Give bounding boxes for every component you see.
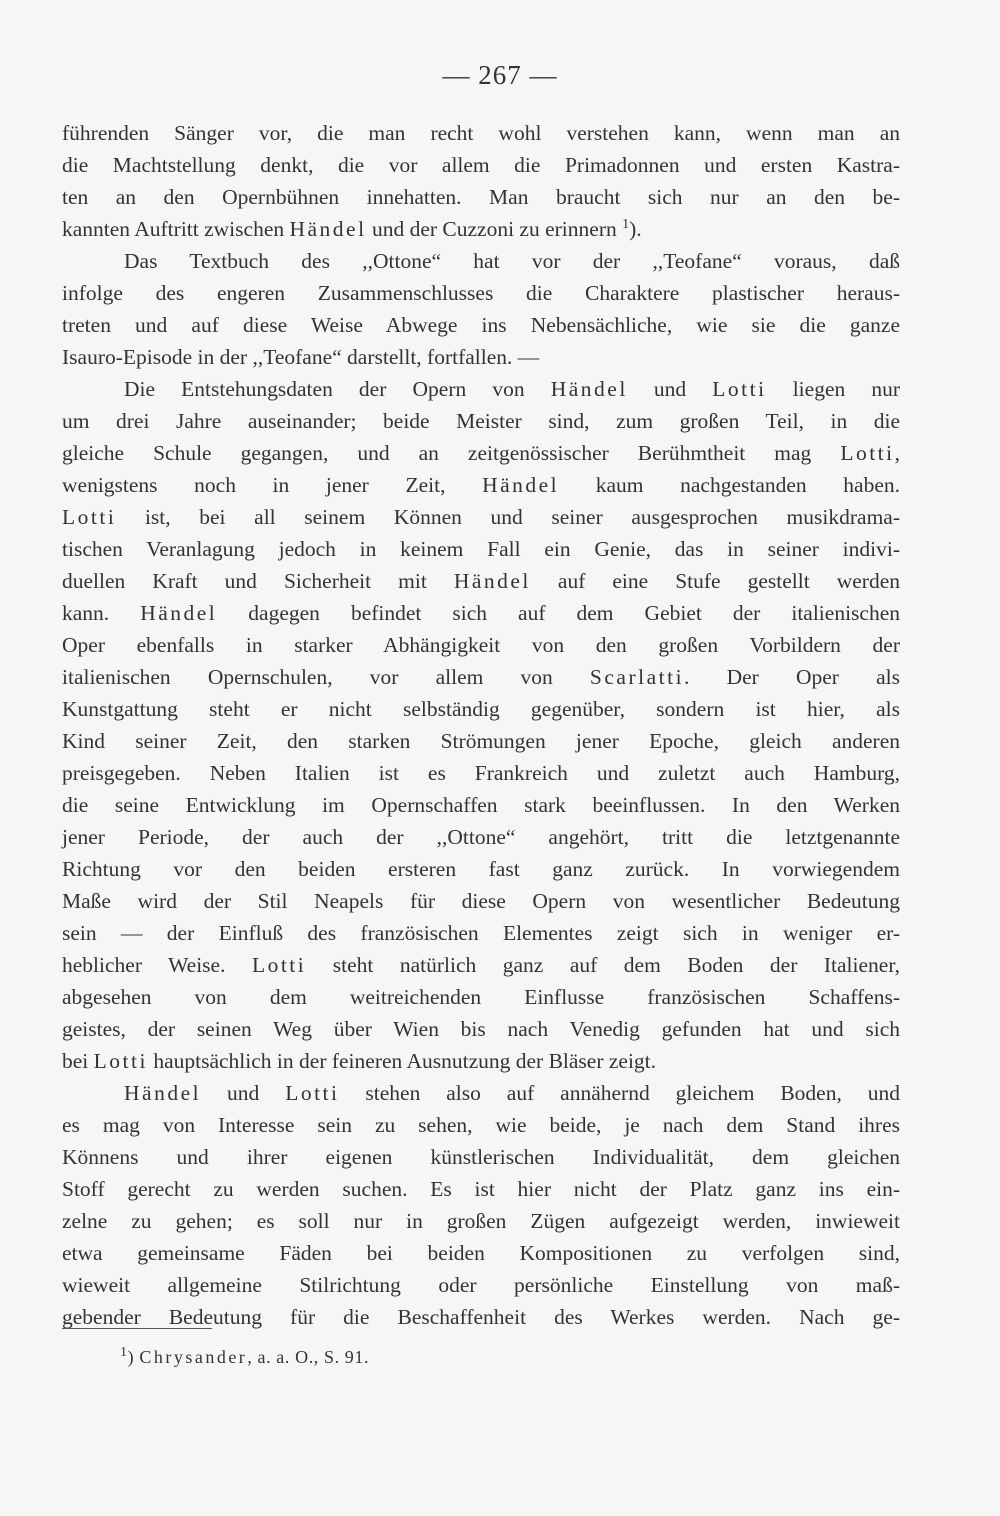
spaced-name: Lotti <box>93 1049 148 1073</box>
text-line <box>62 437 900 469</box>
text-line <box>62 501 900 533</box>
text-line <box>62 277 900 309</box>
text-segment: die seine Entwicklung im Opernschaffen stark beeinflussen. In den Werken <box>62 793 900 817</box>
text-segment: ist, bei all seinem Können und seiner ausgesprochen musikdrama- <box>116 505 900 529</box>
text-segment: ten an den Opernbühnen innehatten. Man braucht sich nur an den be- <box>62 185 900 209</box>
text-line <box>62 853 900 885</box>
text-segment: etwa gemeinsame Fäden bei beiden Kompositionen zu verfolgen sind, <box>62 1241 900 1265</box>
text-segment: die Machtstellung denkt, die vor allem die Primadonnen und ersten Kastra- <box>62 153 900 177</box>
spaced-name: Lotti <box>840 441 895 465</box>
text-segment: . Der Oper als <box>684 665 900 689</box>
footnote <box>120 1345 369 1369</box>
footnote-citation: , a. a. O., S. 91. <box>247 1347 370 1367</box>
text-line <box>62 245 900 277</box>
body-text <box>62 117 900 1333</box>
text-segment: und der Cuzzoni zu erinnern <box>366 217 623 241</box>
text-segment: jener Periode, der auch der ,,Ottone“ angehört, tritt die letztgenannte <box>62 825 900 849</box>
footnote-separator <box>62 1328 212 1329</box>
text-segment: Die Entstehungsdaten der Opern von <box>124 377 551 401</box>
text-segment: auf eine Stufe gestellt werden <box>530 569 900 593</box>
text-line <box>62 405 900 437</box>
text-segment: geistes, der seinen Weg über Wien bis nach Venedig gefunden hat und sich <box>62 1017 900 1041</box>
text-segment: preisgegeben. Neben Italien ist es Frankreich und zuletzt auch Hamburg, <box>62 761 900 785</box>
text-segment: ). <box>629 217 642 241</box>
text-segment: Könnens und ihrer eigenen künstlerischen Individualität, dem gleichen <box>62 1145 900 1169</box>
text-segment: kann. <box>62 601 141 625</box>
text-line <box>62 117 900 149</box>
text-segment: , <box>894 441 900 465</box>
text-segment: Isauro-Episode in der ,,Teofane“ darstellt, fortfallen. — <box>62 345 540 369</box>
text-segment: stehen also auf annähernd gleichem Boden, und <box>339 1081 901 1105</box>
text-line <box>62 1205 900 1237</box>
text-segment: infolge des engeren Zusammenschlusses die Charaktere plastischer heraus- <box>62 281 900 305</box>
text-line <box>62 1013 900 1045</box>
text-segment: bei <box>62 1049 94 1073</box>
text-line <box>62 341 900 373</box>
text-segment: Stoff gerecht zu werden suchen. Es ist hier nicht der Platz ganz ins ein- <box>62 1177 900 1201</box>
text-segment: abgesehen von dem weitreichenden Einflusse französischen Schaffens- <box>62 985 900 1009</box>
page-number: — 267 — <box>442 60 558 90</box>
text-segment: Kind seiner Zeit, den starken Strömungen jener Epoche, gleich anderen <box>62 729 900 753</box>
text-segment: Das Textbuch des ,,Ottone“ hat vor der ,,Teofane“ voraus, daß <box>124 249 900 273</box>
text-segment: tischen Veranlagung jedoch in keinem Fall ein Genie, das in seiner indivi- <box>62 537 900 561</box>
text-line <box>62 661 900 693</box>
text-segment: italienischen Opernschulen, vor allem von <box>62 665 590 689</box>
text-segment: treten und auf diese Weise Abwege ins Nebensächliche, wie sie die ganze <box>62 313 900 337</box>
text-segment: Kunstgattung steht er nicht selbständig gegenüber, sondern ist hier, als <box>62 697 900 721</box>
text-segment: Oper ebenfalls in starker Abhängigkeit von den großen Vorbildern der <box>62 633 900 657</box>
text-segment: wenigstens noch in jener Zeit, <box>62 473 483 497</box>
text-line <box>62 949 900 981</box>
text-line <box>62 885 900 917</box>
text-segment: dagegen befindet sich auf dem Gebiet der italienischen <box>217 601 900 625</box>
spaced-name: Händel <box>140 601 218 625</box>
text-line <box>62 821 900 853</box>
text-segment: es mag von Interesse sein zu sehen, wie beide, je nach dem Stand ihres <box>62 1113 900 1137</box>
text-line <box>62 1077 900 1109</box>
text-line <box>62 1237 900 1269</box>
text-segment: Richtung vor den beiden ersteren fast ganz zurück. In vorwiegendem <box>62 857 900 881</box>
spaced-name: Lotti <box>62 505 117 529</box>
footnote-paren: ) <box>127 1347 135 1367</box>
spaced-name: Händel <box>550 377 628 401</box>
footnote-ref: 1 <box>622 216 630 232</box>
text-segment: hauptsächlich in der feineren Ausnutzung der Bläser zeigt. <box>147 1049 657 1073</box>
text-line <box>62 309 900 341</box>
text-segment: liegen nur <box>766 377 901 401</box>
text-segment: zelne zu gehen; es soll nur in großen Zügen aufgezeigt werden, inwieweit <box>62 1209 900 1233</box>
text-line <box>62 693 900 725</box>
text-line <box>62 1173 900 1205</box>
footnote-marker: 1 <box>120 1345 128 1360</box>
text-line <box>62 629 900 661</box>
spaced-name: Händel <box>124 1081 202 1105</box>
text-segment: duellen Kraft und Sicherheit mit <box>62 569 454 593</box>
text-segment: führenden Sänger vor, die man recht wohl verstehen kann, wenn man an <box>62 121 900 145</box>
text-line <box>62 1045 900 1077</box>
text-line <box>62 565 900 597</box>
text-line <box>62 373 900 405</box>
text-line <box>62 597 900 629</box>
text-segment: sein — der Einfluß des französischen Elementes zeigt sich in weniger er- <box>62 921 900 945</box>
spaced-name: Scarlatti <box>589 665 685 689</box>
text-line <box>62 1141 900 1173</box>
text-segment: kaum nachgestanden haben. <box>559 473 901 497</box>
spaced-name: Lotti <box>251 953 307 977</box>
text-line <box>62 757 900 789</box>
text-segment: heblicher Weise. <box>62 953 252 977</box>
text-line <box>62 469 900 501</box>
text-line <box>62 149 900 181</box>
text-line <box>62 533 900 565</box>
text-line <box>62 1269 900 1301</box>
text-line <box>62 1109 900 1141</box>
text-line <box>62 181 900 213</box>
spaced-name: Händel <box>453 569 531 593</box>
text-segment: steht natürlich ganz auf dem Boden der Italiener, <box>306 953 900 977</box>
text-line <box>62 917 900 949</box>
text-segment: und <box>627 377 713 401</box>
text-segment: um drei Jahre auseinander; beide Meister sind, zum großen Teil, in die <box>62 409 900 433</box>
text-segment: gebender Bedeutung für die Beschaffenheit des Werkes werden. Nach ge- <box>62 1305 900 1329</box>
text-line <box>62 789 900 821</box>
text-line <box>62 725 900 757</box>
text-segment: und <box>201 1081 286 1105</box>
footnote-author: Chrysander <box>139 1347 248 1367</box>
spaced-name: Lotti <box>712 377 767 401</box>
text-segment: gleiche Schule gegangen, und an zeitgenössischer Berühmtheit mag <box>62 441 841 465</box>
spaced-name: Lotti <box>285 1081 340 1105</box>
spaced-name: Händel <box>482 473 560 497</box>
text-segment: kannten Auftritt zwischen <box>62 217 290 241</box>
text-line <box>62 981 900 1013</box>
text-segment: Maße wird der Stil Neapels für diese Opern von wesentlicher Bedeutung <box>62 889 900 913</box>
text-segment: wieweit allgemeine Stilrichtung oder persönliche Einstellung von maß- <box>62 1273 900 1297</box>
text-line <box>62 213 900 245</box>
spaced-name: Händel <box>289 217 367 241</box>
